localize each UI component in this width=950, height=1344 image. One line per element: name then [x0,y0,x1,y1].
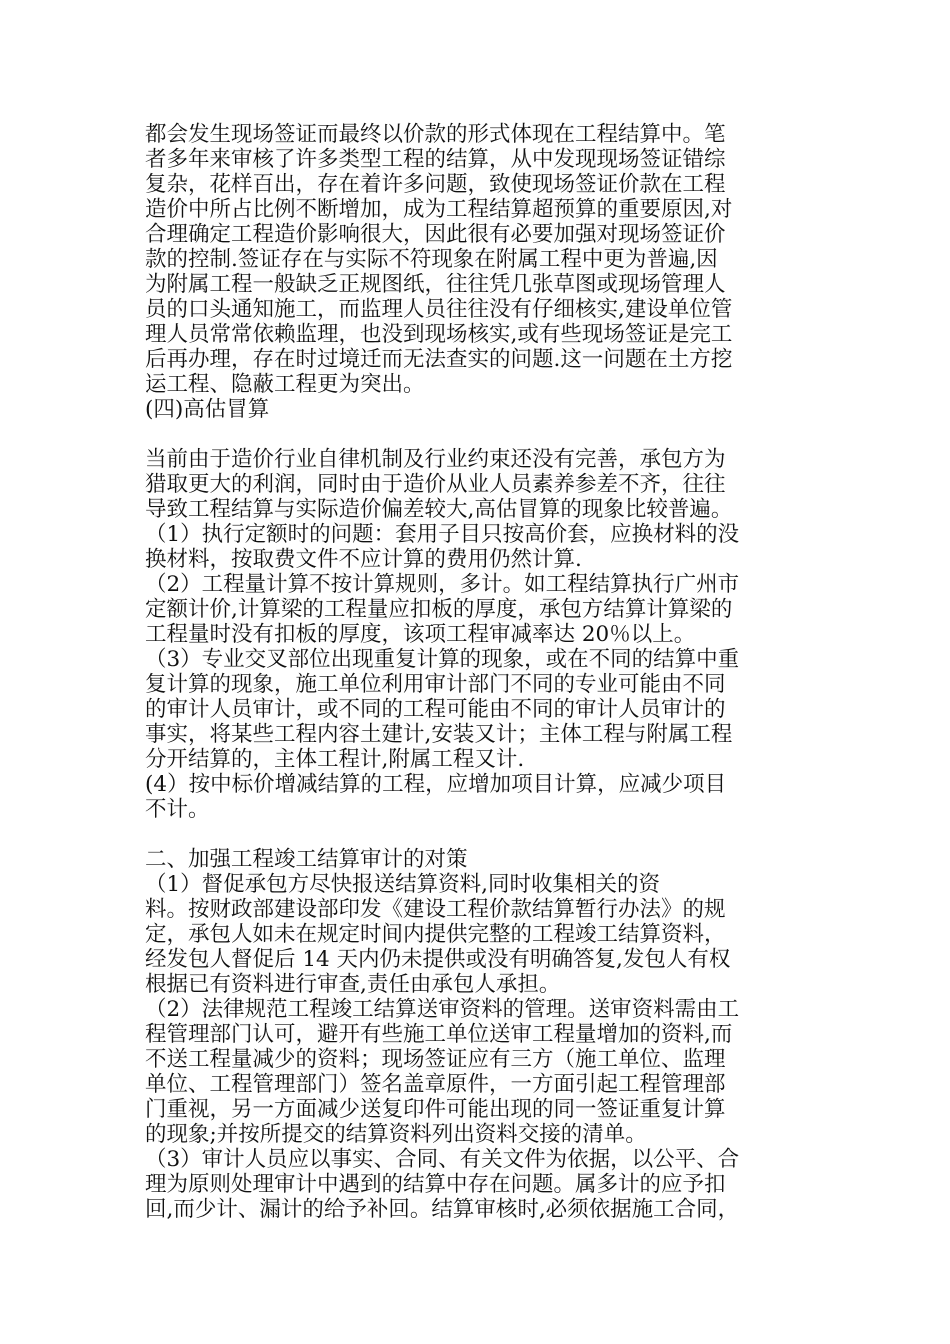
text-line: （3）审计人员应以事实、合同、有关文件为依据，以公平、合 [145,1147,740,1172]
text-line: (4）按中标价增减结算的工程，应增加项目计算，应减少项目 [145,772,727,797]
text-line: 复计算的现象，施工单位利用审计部门不同的专业可能由不同 [145,672,726,697]
text-block-blank2 [145,822,815,847]
text-block-item2 [145,572,815,647]
text-line: 都会发生现场签证而最终以价款的形式体现在工程结算中。笔 [145,122,726,147]
text-line: (四)高估冒算 [145,397,270,422]
text-line: （1）执行定额时的问题：套用子目只按高价套，应换材料的没 [145,522,740,547]
text-line: 猎取更大的利润，同时由于造价从业人员素养参差不齐，往往 [145,472,726,497]
text-line: （2）法律规范工程竣工结算送审资料的管理。送审资料需由工 [145,997,740,1022]
text-line: 根据已有资料进行审查,责任由承包人承担。 [145,972,561,997]
text-line: 运工程、隐蔽工程更为突出。 [145,372,425,397]
text-line: 单位、工程管理部门）签名盖章原件，一方面引起工程管理部 [145,1072,726,1097]
text-line: 为附属工程一般缺乏正规图纸，往往凭几张草图或现场管理人 [145,272,726,297]
text-line: 款的控制.签证存在与实际不符现象在附属工程中更为普遍,因 [145,247,718,272]
text-block-p2 [145,447,815,522]
text-line: 后再办理，存在时过境迁而无法查实的问题.这一问题在土方挖 [145,347,733,372]
text-block-h4 [145,397,815,422]
text-line: 换材料，按取费文件不应计算的费用仍然计算. [145,547,582,572]
text-line: 理为原则处理审计中遇到的结算中存在问题。属多计的应予扣 [145,1172,726,1197]
text-line: 回,而少计、漏计的给予补回。结算审核时,必须依据施工合同， [145,1197,740,1222]
text-line: 的现象;并按所提交的结算资料列出资料交接的清单。 [145,1122,647,1147]
text-block-h2 [145,847,815,872]
text-line: 不计。 [145,797,210,822]
text-block-s2 [145,997,815,1147]
text-line: 工程量时没有扣板的厚度，该项工程审减率达 20％以上。 [145,622,696,647]
text-block-item3 [145,647,815,772]
document-body [145,122,815,1222]
text-block-item1 [145,522,815,572]
text-line: 定，承包人如未在规定时间内提供完整的工程竣工结算资料， [145,922,726,947]
text-line: 员的口头通知施工，而监理人员往往没有仔细核实,建设单位管 [145,297,733,322]
text-line: 程管理部门认可，避开有些施工单位送审工程量增加的资料,而 [145,1022,733,1047]
text-line: 合理确定工程造价影响很大，因此很有必要加强对现场签证价 [145,222,726,247]
text-line: 者多年来审核了许多类型工程的结算，从中发现现场签证错综 [145,147,726,172]
text-line: 经发包人督促后 14 天内仍未提供或没有明确答复,发包人有权 [145,947,731,972]
text-line: （2）工程量计算不按计算规则，多计。如工程结算执行广州市 [145,572,740,597]
text-line: 当前由于造价行业自律机制及行业约束还没有完善，承包方为 [145,447,726,472]
text-line: 造价中所占比例不断增加，成为工程结算超预算的重要原因,对 [145,197,733,222]
text-line: 二、加强工程竣工结算审计的对策 [145,847,468,872]
text-line: 门重视，另一方面减少送复印件可能出现的同一签证重复计算 [145,1097,726,1122]
text-block-p1 [145,122,815,397]
text-line: 定额计价,计算梁的工程量应扣板的厚度，承包方结算计算梁的 [145,597,733,622]
text-block-s1 [145,872,815,997]
text-line: （1）督促承包方尽快报送结算资料,同时收集相关的资 [145,872,661,897]
text-block-blank1 [145,422,815,447]
text-line: 理人员常常依赖监理，也没到现场核实,或有些现场签证是完工 [145,322,733,347]
text-line: 导致工程结算与实际造价偏差较大,高估冒算的现象比较普遍。 [145,497,733,522]
text-line: 料。按财政部建设部印发《建设工程价款结算暂行办法》的规 [145,897,726,922]
text-line: 不送工程量减少的资料；现场签证应有三方（施工单位、监理 [145,1047,726,1072]
text-block-item4 [145,772,815,822]
text-line: 复杂，花样百出，存在着许多问题，致使现场签证价款在工程 [145,172,726,197]
text-line: 分开结算的，主体工程计,附属工程又计. [145,747,525,772]
text-line [145,822,815,847]
text-line: （3）专业交叉部位出现重复计算的现象，或在不同的结算中重 [145,647,740,672]
text-line [145,422,815,447]
text-line: 的审计人员审计，或不同的工程可能由不同的审计人员审计的 [145,697,726,722]
text-block-s3 [145,1147,815,1222]
text-line: 事实，将某些工程内容土建计,安装又计；主体工程与附属工程 [145,722,733,747]
